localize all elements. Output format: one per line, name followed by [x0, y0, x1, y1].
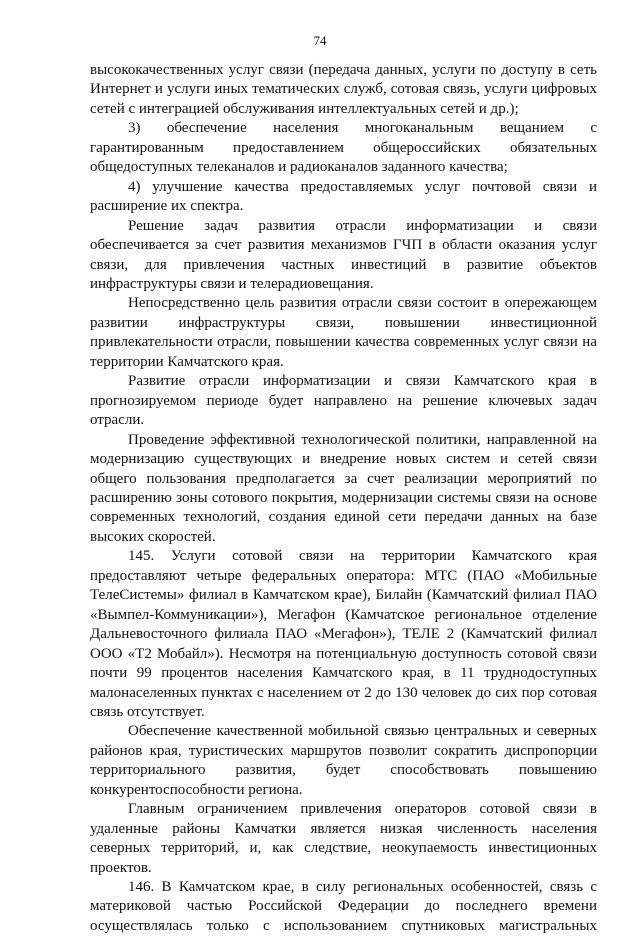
paragraph-development-goal: Непосредственно цель развития отрасли связи состоит в опережающем развитии инфраструктуры связи, повышении инвестиционной привлекательности отрасли, повышении качества современных услуг связи на территории Камчатского края.	[90, 295, 597, 370]
page-number: 74	[313, 33, 327, 48]
paragraph-main-limitation: Главным ограничением привлечения операторов сотовой связи в удаленные районы Камчатки является низкая численность населения северных территорий, и, как следствие, неокупаемость инвестиционных проектов.	[90, 801, 597, 876]
paragraph-ppp-mechanisms: Решение задач развития отрасли информатизации и связи обеспечивается за счет развития механизмов ГЧП в области оказания услуг связи, для привлечения частных инвестиций в развитие объектов инфраструктуры связи и телерадиовещания.	[90, 217, 597, 292]
paragraph-item-3: 3) обеспечение населения многоканальным вещанием с гарантированным предоставлением общероссийских обязательных общедоступных телеканалов и радиоканалов заданного качества;	[90, 120, 597, 176]
document-body	[90, 61, 597, 936]
paragraph-146: 146. В Камчатском крае, в силу региональных особенностей, связь с материковой частью Российской Федерации до последнего времени осуществлялась только с использованием спутниковых магистральных	[90, 879, 597, 934]
paragraph-item-4: 4) улучшение качества предоставляемых услуг почтовой связи и расширение их спектра.	[90, 178, 597, 215]
paragraph-technology-policy: Проведение эффективной технологической политики, направленной на модернизацию существующих и внедрение новых систем и сетей связи общего пользования предполагается за счет реализации мероприятий по расширению зоны сотового покрытия, модернизации системы связи на основе современных технологий, создания единой сети передачи данных на базе высоких скоростей.	[90, 431, 597, 545]
paragraph-continuation: высококачественных услуг связи (передача данных, услуги по доступу в сеть Интернет и услуги иных тематических служб, сотовая связь, услуги цифровых сетей с интеграцией обслуживания интеллектуальных сетей и др.);	[90, 62, 597, 117]
paragraph-forecast-period: Развитие отрасли информатизации и связи Камчатского края в прогнозируемом периоде будет направлено на решение ключевых задач отрасли.	[90, 373, 597, 429]
paragraph-145: 145. Услуги сотовой связи на территории Камчатского края предоставляют четыре федеральных оператора: МТС (ПАО «Мобильные ТелеСистемы» филиал в Камчатском крае), Билайн (Камчатский филиал ПАО «Вымпел-Коммуникации»), Мегафон (Камчатское региональное отделение Дальневосточного филиала ПАО «Мегафон»), ТЕЛЕ 2 (Камчатский филиал ООО «Т2 Мобайл»). Несмотря на потенциальную доступность сотовой связи почти 99 процентов населения Камчатского края, в 11 труднодоступных малонаселенных пунктах с населением от 2 до 130 человек до сих пор сотовая связь отсутствует.	[90, 548, 597, 720]
paragraph-mobile-coverage: Обеспечение качественной мобильной связью центральных и северных районов края, туристических маршрутов позволит сократить диспропорции территориального развития, будет способствовать повышению конкурентоспособности региона.	[90, 723, 597, 798]
